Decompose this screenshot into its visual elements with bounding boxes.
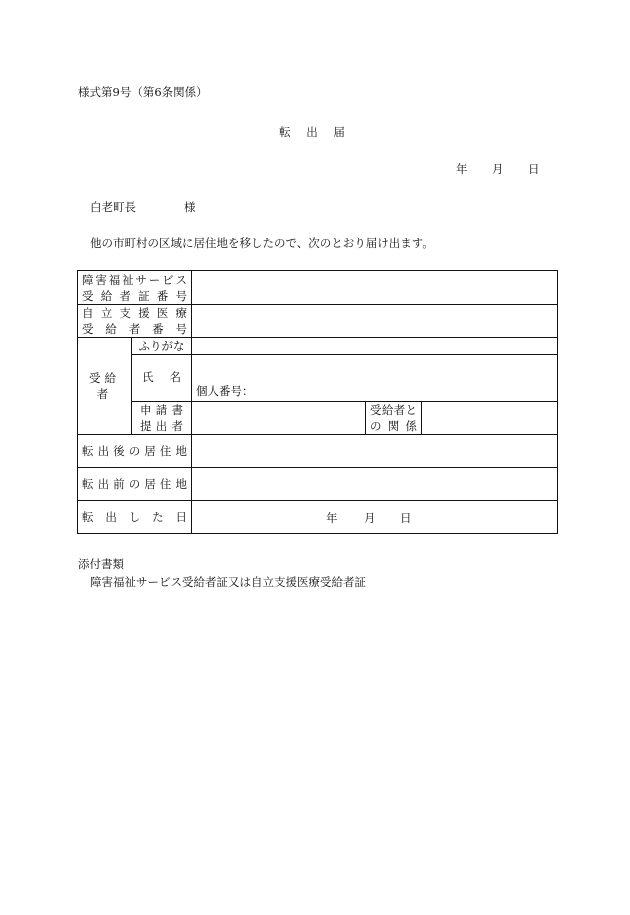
label-address-after [78,435,192,468]
label-address-before [78,468,192,501]
attachment-item: 障害福祉サービス受給者証又は自立支援医療受給者証 [90,575,366,589]
label-submitter [132,402,192,435]
address-after-label-text: 転出後の居住地 [82,444,187,458]
label-relation [366,402,422,435]
label-moved-date [78,501,192,534]
relation-line2: の 関 係 [370,419,417,433]
row-name [78,355,558,402]
row-medical-recipient-number [78,305,558,338]
label-service-certificate-number [78,271,192,305]
row-submitter [78,402,558,435]
relation-line1: 受給者と [370,403,417,417]
date-year-label: 年 [456,162,468,176]
address-after-field[interactable] [192,435,558,468]
relation-field[interactable] [422,402,558,435]
notification-form-table [77,270,558,534]
label-recipient [78,338,132,435]
label-medical-line1: 自立支援医療 [82,306,187,320]
date-month-label: 月 [492,162,504,176]
moved-date-month-label: 月 [364,511,376,525]
label-service-line2: 受給者証番号 [82,288,187,303]
label-furigana: ふりがな [132,338,192,355]
moved-date-year-label: 年 [326,511,338,525]
submitter-field[interactable] [192,402,366,435]
submitter-line1: 申請書 [140,403,183,417]
row-service-certificate-number [78,271,558,305]
row-furigana [78,338,558,355]
label-medical-recipient-number [78,305,192,338]
moved-date-day-label: 日 [400,511,412,525]
addressee-name: 白老町長 [90,200,136,214]
moved-date-label-text: 転出した日 [82,510,187,524]
furigana-field[interactable] [192,338,558,355]
address-before-label-text: 転出前の居住地 [82,477,187,491]
medical-recipient-number-field[interactable] [192,305,558,338]
name-field[interactable] [192,355,558,402]
row-address-after [78,435,558,468]
row-moved-date [78,501,558,534]
submitter-line2: 提出者 [140,419,183,433]
recipient-label-text: 受給者 [89,371,120,401]
form-number: 様式第9号（第6条関係） [78,85,208,99]
label-name [132,355,192,402]
label-medical-line2: 受給者番号 [82,322,187,336]
moved-date-field[interactable] [192,501,558,534]
service-certificate-number-field[interactable] [192,271,558,305]
label-service-line1: 障害福祉サービス [82,272,187,287]
document-title: 転 出 届 [279,125,351,139]
date-day-label: 日 [528,162,540,176]
addressee-honorific: 様 [184,200,196,214]
intro-text: 他の市町村の区域に居住地を移したので、次のとおり届け出ます。 [90,236,434,250]
row-address-before [78,468,558,501]
my-number-label: 個人番号： [196,384,254,398]
name-label-text: 氏 名 [142,370,181,384]
address-before-field[interactable] [192,468,558,501]
attachments-title: 添付書類 [78,557,124,571]
